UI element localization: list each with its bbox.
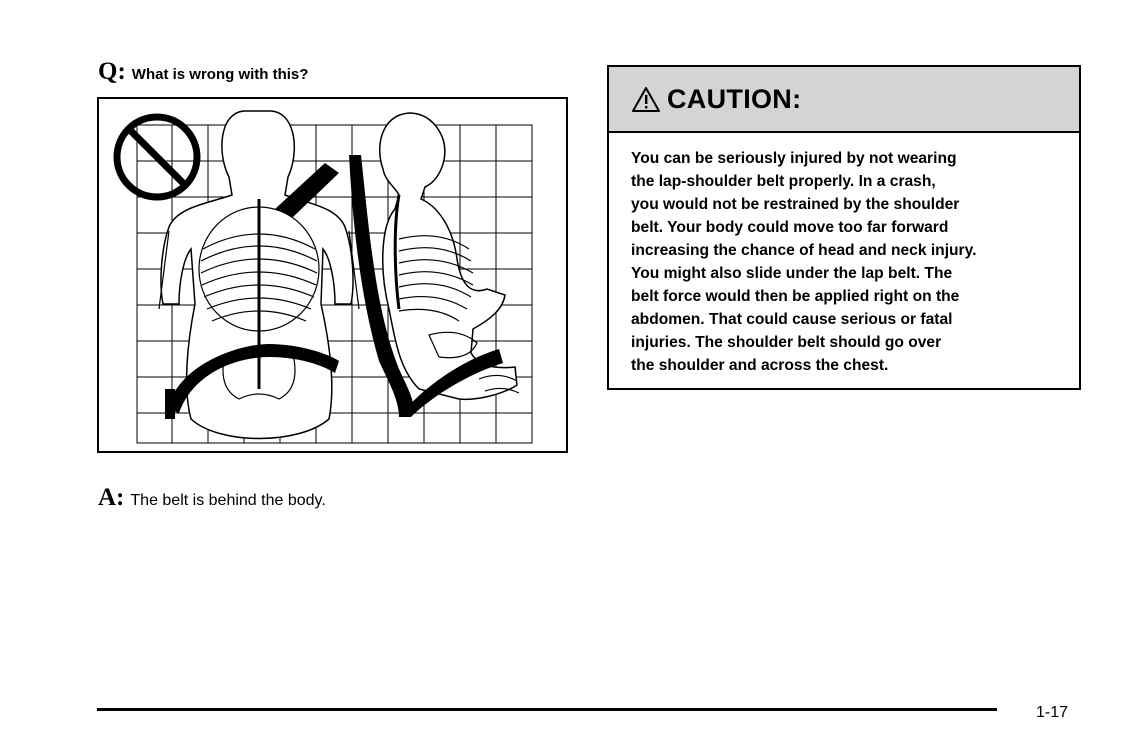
footer-divider [97,708,997,711]
caution-box [607,65,1081,390]
caution-line: increasing the chance of head and neck injury. [631,242,977,259]
answer-text: The belt is behind the body. [130,492,326,509]
answer-line [98,484,326,512]
caution-line: belt force would then be applied right on the [631,288,960,305]
caution-header [609,67,1079,133]
caution-line: You can be seriously injured by not wearing [631,150,957,167]
page-number: 1-17 [1036,704,1069,721]
caution-line: the lap-shoulder belt properly. In a crash, [631,173,936,190]
caution-line: You might also slide under the lap belt. The [631,265,953,282]
prohibition-icon [117,117,197,197]
question-line [98,58,308,86]
caution-line: injuries. The shoulder belt should go over [631,334,942,351]
caution-title: CAUTION: [667,83,802,114]
caution-line: belt. Your body could move too far forward [631,219,949,236]
question-marker: Q: [98,58,126,85]
caution-line: you would not be restrained by the shoulder [631,196,960,213]
caution-text [609,133,1079,377]
question-text: What is wrong with this? [131,66,309,83]
warning-triangle-icon [631,86,661,113]
caution-line: the shoulder and across the chest. [631,357,889,374]
seatbelt-illustration [97,97,568,453]
answer-marker: A: [98,484,125,511]
caution-line: abdomen. That could cause serious or fatal [631,311,953,328]
